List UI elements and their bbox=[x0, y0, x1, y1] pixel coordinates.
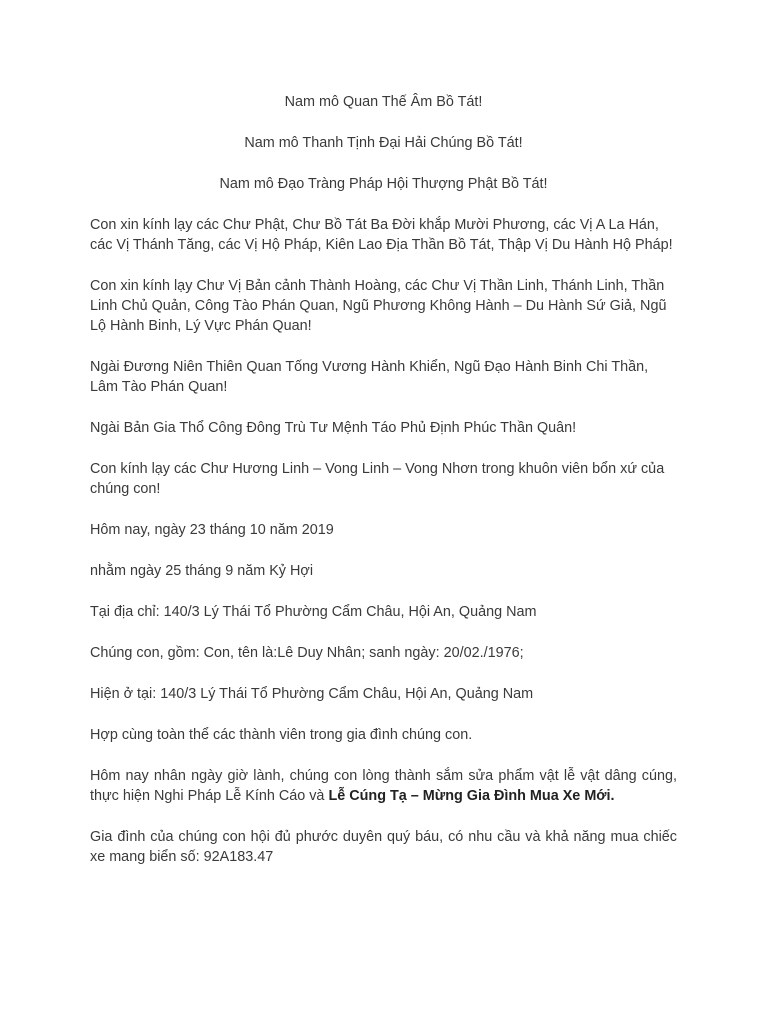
paragraph-residence: Hiện ở tại: 140/3 Lý Thái Tổ Phường Cẩm Châu, Hội An, Quảng Nam bbox=[90, 686, 534, 702]
paragraph-address: Tại địa chỉ: 140/3 Lý Thái Tổ Phường Cẩm Châu, Hội An, Quảng Nam bbox=[90, 604, 537, 620]
paragraph-homage-spirits: Con kính lạy các Chư Hương Linh – Vong Linh – Vong Nhơn trong khuôn viên bổn xứ của chúng con! bbox=[90, 461, 665, 497]
paragraph-homage-house-god: Ngài Bản Gia Thổ Công Đông Trù Tư Mệnh Táo Phủ Định Phúc Thần Quân! bbox=[90, 420, 577, 436]
paragraph-date-lunar: nhằm ngày 25 tháng 9 năm Kỷ Hợi bbox=[90, 563, 314, 579]
paragraph-family: Hợp cùng toàn thể các thành viên trong gia đình chúng con. bbox=[90, 727, 473, 743]
paragraph-date-solar: Hôm nay, ngày 23 tháng 10 năm 2019 bbox=[90, 522, 334, 538]
invocation-line: Nam mô Thanh Tịnh Đại Hải Chúng Bồ Tát! bbox=[244, 135, 523, 151]
paragraph-closing: Gia đình của chúng con hội đủ phước duyên quý báu, có nhu cầu và khả năng mua chiếc xe mang biển số: 92A183.47 bbox=[90, 829, 677, 865]
paragraph-ceremony bbox=[90, 766, 677, 806]
paragraph-homage-buddhas: Con xin kính lạy các Chư Phật, Chư Bồ Tát Ba Đời khắp Mười Phương, các Vị A La Hán, các Vị Thánh Tăng, các Vị Hộ Pháp, Kiên Lao Địa Thần Bồ Tát, Thập Vị Du Hành Hộ Pháp! bbox=[90, 217, 673, 253]
ceremony-name: Lễ Cúng Tạ – Mừng Gia Đình Mua Xe Mới. bbox=[328, 788, 615, 804]
invocation-line: Nam mô Quan Thế Âm Bồ Tát! bbox=[284, 94, 483, 110]
document-body bbox=[90, 92, 677, 888]
paragraph-homage-annual-official: Ngài Đương Niên Thiên Quan Tống Vương Hành Khiển, Ngũ Đạo Hành Binh Chi Thần, Lâm Tào Phán Quan! bbox=[90, 359, 649, 395]
invocation-line: Nam mô Đạo Tràng Pháp Hội Thượng Phật Bồ Tát! bbox=[219, 176, 548, 192]
ceremony-intro-text: Hôm nay nhân ngày giờ lành, chúng con lòng thành sắm sửa phẩm vật lễ vật dâng cúng, thực hiện Nghi Pháp Lễ Kính Cáo và bbox=[90, 768, 677, 804]
paragraph-participant: Chúng con, gồm: Con, tên là:Lê Duy Nhân; sanh ngày: 20/02./1976; bbox=[90, 645, 524, 661]
paragraph-homage-deities: Con xin kính lạy Chư Vị Bản cảnh Thành Hoàng, các Chư Vị Thần Linh, Thánh Linh, Thần Linh Chủ Quản, Công Tào Phán Quan, Ngũ Phương Không Hành – Du Hành Sứ Giả, Ngũ Lộ Hành Binh, Lý Vực Phán Quan! bbox=[90, 278, 667, 334]
